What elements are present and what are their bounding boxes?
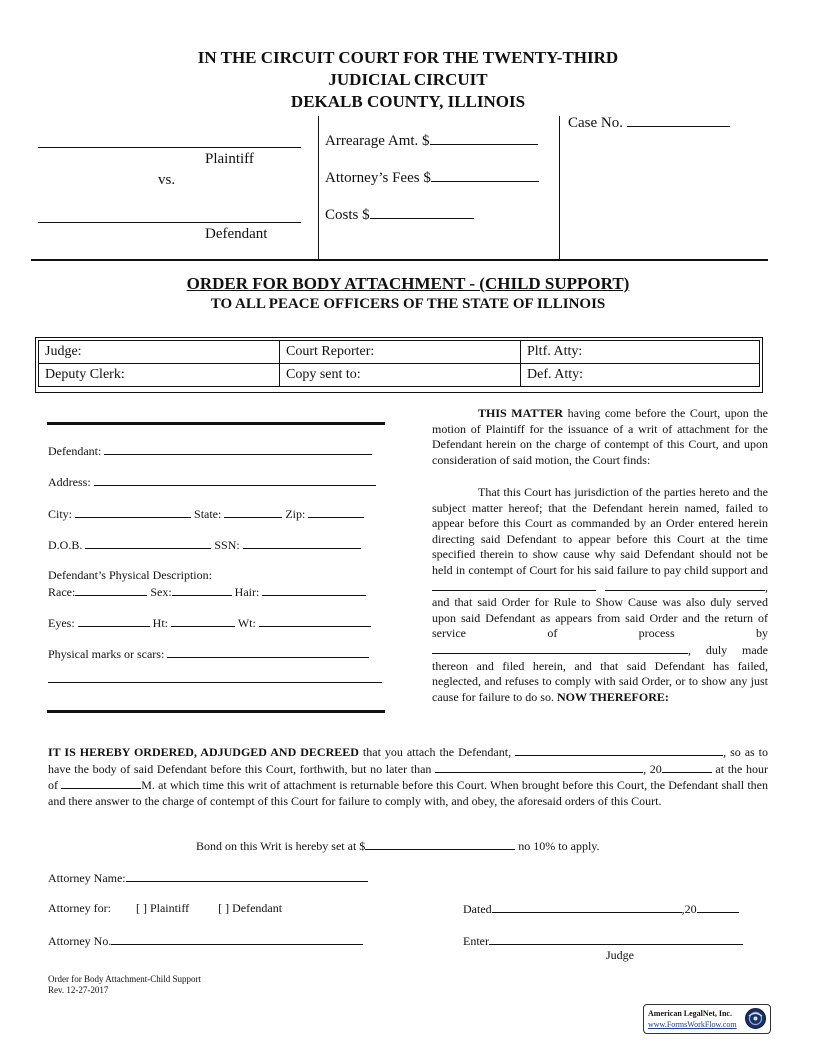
- attorney-name-row: [48, 870, 368, 886]
- address-row: [48, 474, 376, 490]
- logo-url[interactable]: www.FormsWorkFlow.com: [648, 1020, 737, 1029]
- attorney-no-label: Attorney No.: [48, 934, 112, 948]
- failure-to-pay-input2[interactable]: [605, 579, 765, 591]
- bond-label: Bond on this Writ is hereby set at $: [196, 839, 366, 853]
- attorney-fees-label: Attorney’s Fees $: [325, 170, 431, 186]
- plaintiff-label: Plaintiff: [205, 151, 254, 167]
- footer-rev: Rev. 12-27-2017: [48, 985, 109, 995]
- bond-input[interactable]: [365, 838, 515, 850]
- defendant-box-bottom-rule: [47, 710, 385, 713]
- dated-year-input[interactable]: [697, 901, 739, 913]
- caption-bottom-rule: [31, 259, 768, 261]
- defendant-input[interactable]: [104, 443, 372, 455]
- eyes-label: Eyes:: [48, 616, 75, 630]
- order-paragraph: IT IS HEREBY ORDERED, ADJUDGED AND DECREED that you attach the Defendant, , so as to have the body of said Defendant before this Court, forthwith, but no later than , 20 at the hour of M. at which time this writ of attachment is returnable before this Court. When brought before this Court, the Defendant shall then and there answer to the charge of contempt of this Court for failure to comply with, and obey, the aforesaid orders of this Court.: [48, 745, 769, 808]
- now-therefore-bold: NOW THEREFORE:: [556, 689, 669, 704]
- vs-label: vs.: [158, 172, 176, 188]
- findings-para2-c: , duly made thereon and filed herein, and that said Defendant has failed, neglected, and refuses to comply with said Order, or to show any just cause for failure to do so.: [432, 642, 768, 704]
- footer-form-name: Order for Body Attachment-Child Support: [48, 974, 201, 984]
- failure-to-pay-input[interactable]: [432, 579, 596, 591]
- hair-label: Hair:: [234, 585, 260, 599]
- american-legalnet-logo[interactable]: [643, 1004, 771, 1034]
- order-subtitle: TO ALL PEACE OFFICERS OF THE STATE OF ILLINOIS: [210, 296, 606, 312]
- dated-row: [463, 901, 739, 917]
- defendant-name-line[interactable]: [38, 222, 301, 223]
- attorney-no-row: [48, 933, 363, 949]
- logo-company-name: American LegalNet, Inc.: [648, 1009, 732, 1018]
- city-label: City:: [48, 507, 73, 521]
- physical-description-label: Defendant’s Physical Description:: [48, 568, 212, 582]
- findings-para2-a: That this Court has jurisdiction of the parties hereto and the subject matter hereof; that the Defendant herein named, failed to appear before this Court as commanded by an Order entered herein directing said Defendant to appear before this Court at the time specified therein to show cause why said Defendant should not be held in contempt of Court for his said failure to pay child support and: [432, 485, 768, 577]
- wt-input[interactable]: [259, 615, 371, 627]
- wt-label: Wt:: [237, 616, 256, 630]
- attorney-for-label: Attorney for:: [48, 901, 111, 915]
- attach-defendant-input[interactable]: [515, 744, 723, 756]
- order-text5: M. at which time this writ of attachment is returnable before this Court. When brought before this Court, the Defendant shall then and there answer to the charge of contempt of this Court for failure to comply with, and obey, the aforesaid orders of this Court.: [48, 778, 768, 808]
- findings-para1-text: having come before the Court, upon the motion of Plaintiff for the issuance of a writ of attachment for the Defendant herein on the charge of contempt of this Court, and upon consideration of said motion, the Court finds:: [432, 406, 769, 467]
- defendant-row: [48, 443, 372, 459]
- marks-label: Physical marks or scars:: [48, 647, 165, 661]
- dob-label: D.O.B.: [48, 538, 83, 552]
- state-input[interactable]: [224, 506, 282, 518]
- attorney-for-row: [48, 901, 282, 916]
- court-reporter-cell[interactable]: Court Reporter:: [280, 341, 521, 364]
- ht-label: Ht:: [152, 616, 169, 630]
- enter-row: [463, 933, 743, 949]
- marks-input-line2[interactable]: [48, 682, 382, 683]
- enter-label: Enter: [463, 934, 489, 948]
- order-text2: so as to have the body of said Defendant before this Court, forthwith, but no later than: [48, 745, 769, 776]
- city-input[interactable]: [75, 506, 191, 518]
- costs-input[interactable]: [370, 207, 474, 219]
- dated-year-label: ,20: [681, 902, 697, 916]
- caption-divider-right: [559, 116, 560, 260]
- attorney-name-label: Attorney Name:: [48, 871, 126, 885]
- order-text4: at the hour of: [48, 761, 768, 793]
- order-text1: that you attach the Defendant,: [362, 745, 512, 759]
- no-later-than-input[interactable]: [435, 761, 643, 773]
- findings-para2-b: , and that said Order for Rule to Show Cause was also duly served upon said Defendant as appears from said Order and the return of service of process by: [432, 579, 768, 641]
- arrearage-label: Arrearage Amt. $: [325, 133, 430, 149]
- info-table: [38, 340, 760, 387]
- arrearage-input[interactable]: [430, 133, 538, 145]
- address-input[interactable]: [94, 474, 376, 486]
- order-text3: , 20: [643, 761, 662, 776]
- judge-label: Judge: [606, 948, 634, 962]
- zip-input[interactable]: [308, 506, 364, 518]
- attorney-name-input[interactable]: [126, 870, 368, 882]
- ssn-input[interactable]: [243, 537, 361, 549]
- globe-icon: [744, 1007, 767, 1030]
- bond-note: no 10% to apply.: [518, 839, 600, 853]
- race-sex-hair-row: [48, 584, 366, 600]
- caption-divider-left: [318, 116, 319, 260]
- defendant-box-label: Defendant:: [48, 444, 102, 458]
- defendant-checkbox[interactable]: [ ] Defendant: [218, 901, 283, 915]
- defendant-label: Defendant: [205, 226, 268, 242]
- court-header-line2: JUDICIAL CIRCUIT: [328, 70, 488, 89]
- city-state-zip-row: [48, 506, 364, 522]
- costs-field: [325, 207, 474, 224]
- marks-input[interactable]: [167, 646, 369, 658]
- address-label: Address:: [48, 475, 91, 489]
- hour-input[interactable]: [61, 777, 141, 789]
- eyes-ht-wt-row: [48, 615, 371, 631]
- case-no-input[interactable]: [627, 115, 730, 127]
- judge-signature-input[interactable]: [489, 933, 743, 945]
- marks-row: [48, 646, 369, 662]
- case-no-field: [568, 115, 730, 132]
- race-label: Race:: [48, 585, 76, 599]
- dob-ssn-row: [48, 537, 361, 553]
- dated-label: Dated: [463, 902, 492, 916]
- findings-paragraph1: [432, 406, 768, 468]
- sex-input[interactable]: [172, 584, 232, 596]
- plaintiff-checkbox[interactable]: [ ] Plaintiff: [135, 901, 190, 915]
- attorney-no-input[interactable]: [111, 933, 363, 945]
- state-label: State:: [194, 507, 222, 521]
- hair-input[interactable]: [262, 584, 366, 596]
- plaintiff-name-line[interactable]: [38, 147, 301, 148]
- race-input[interactable]: [75, 584, 147, 596]
- court-header-line1: IN THE CIRCUIT COURT FOR THE TWENTY-THIRD: [197, 48, 619, 67]
- dated-input[interactable]: [492, 901, 682, 913]
- court-header-line3: DEKALB COUNTY, ILLINOIS: [290, 92, 526, 111]
- costs-label: Costs $: [325, 207, 370, 223]
- order-title: ORDER FOR BODY ATTACHMENT - (CHILD SUPPORT): [186, 274, 630, 293]
- arrearage-field: [325, 133, 538, 150]
- deputy-clerk-cell[interactable]: Deputy Clerk:: [39, 364, 280, 387]
- served-by-input[interactable]: [432, 642, 688, 654]
- sex-label: Sex:: [150, 585, 172, 599]
- pltf-atty-cell[interactable]: Pltf. Atty:: [521, 341, 760, 364]
- order-lead-bold: IT IS HEREBY ORDERED, ADJUDGED AND DECREED: [48, 745, 359, 759]
- defendant-box-top-rule: [47, 422, 385, 425]
- eyes-input[interactable]: [78, 615, 150, 627]
- attorney-fees-field: [325, 170, 539, 187]
- this-matter-bold: THIS MATTER: [478, 406, 564, 420]
- judge-cell[interactable]: Judge:: [39, 341, 280, 364]
- bond-row: [196, 838, 600, 854]
- zip-label: Zip:: [285, 507, 306, 521]
- findings-paragraph2: [432, 485, 768, 705]
- ssn-label: SSN:: [214, 538, 240, 552]
- attorney-fees-input[interactable]: [431, 170, 539, 182]
- dob-input[interactable]: [85, 537, 211, 549]
- ht-input[interactable]: [171, 615, 235, 627]
- case-no-label: Case No.: [568, 115, 623, 131]
- copy-sent-cell[interactable]: Copy sent to:: [280, 364, 521, 387]
- year-input[interactable]: [662, 761, 712, 773]
- def-atty-cell[interactable]: Def. Atty:: [521, 364, 760, 387]
